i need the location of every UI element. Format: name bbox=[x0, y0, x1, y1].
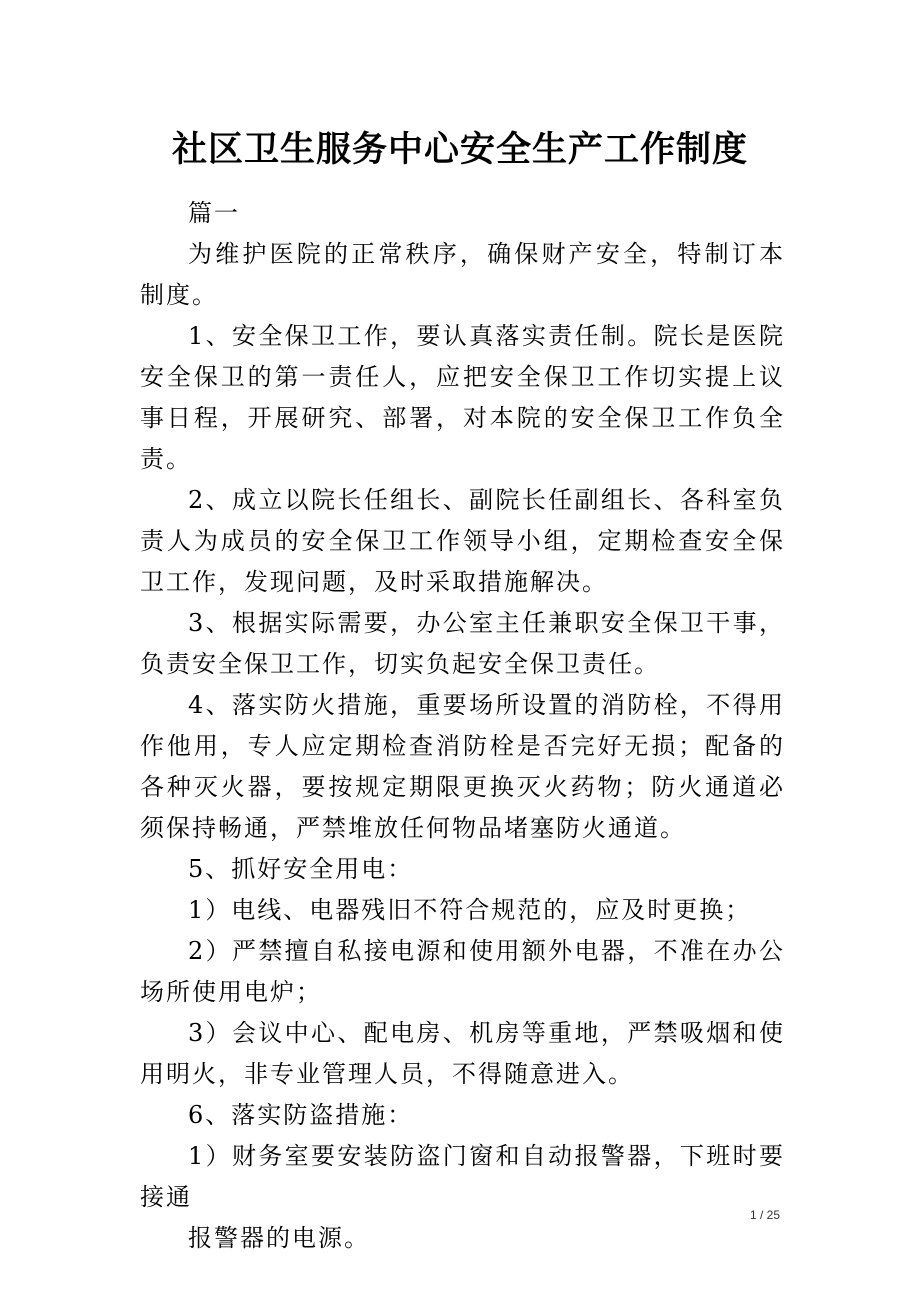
section-heading: 篇一 bbox=[188, 199, 240, 227]
paragraph-item-2: 2、成立以院长任组长、副院长任副组长、各科室负责人为成员的安全保卫工作领导小组，定期检查安全保卫工作，发现问题，及时采取措施解决。 bbox=[140, 486, 785, 596]
paragraph-item-1: 1、安全保卫工作，要认真落实责任制。院长是医院安全保卫的第一责任人，应把安全保卫工作切实提上议事日程，开展研究、部署，对本院的安全保卫工作负全责。 bbox=[140, 322, 785, 473]
paragraph-item-5-2: 2）严禁擅自私接电源和使用额外电器，不准在办公场所使用电炉； bbox=[140, 937, 785, 1006]
paragraph-item-6-1: 1）财务室要安装防盗门窗和自动报警器，下班时要接通 bbox=[140, 1142, 785, 1211]
document-title: 社区卫生服务中心安全生产工作制度 bbox=[171, 129, 748, 170]
paragraph-item-3: 3、根据实际需要，办公室主任兼职安全保卫干事，负责安全保卫工作，切实负起安全保卫责任。 bbox=[140, 609, 785, 678]
paragraph-item-5-1: 1）电线、电器残旧不符合规范的，应及时更换； bbox=[188, 896, 752, 924]
page-number: 1 / 25 bbox=[749, 1208, 780, 1222]
paragraph-item-4: 4、落实防火措施，重要场所设置的消防栓，不得用作他用，专人应定期检查消防栓是否完好无损；配备的各种灭火器，要按规定期限更换灭火药物；防火通道必须保持畅通，严禁堆放任何物品堵塞防火通道。 bbox=[140, 691, 785, 842]
document-body bbox=[140, 193, 785, 1259]
paragraph-continuation: 报警器的电源。 bbox=[188, 1224, 370, 1252]
paragraph-intro: 为维护医院的正常秩序，确保财产安全，特制订本制度。 bbox=[140, 240, 785, 309]
paragraph-item-6: 6、落实防盗措施： bbox=[188, 1101, 414, 1129]
paragraph-item-5-3: 3）会议中心、配电房、机房等重地，严禁吸烟和使用明火，非专业管理人员，不得随意进入。 bbox=[140, 1019, 785, 1088]
paragraph-item-5: 5、抓好安全用电： bbox=[188, 855, 414, 883]
